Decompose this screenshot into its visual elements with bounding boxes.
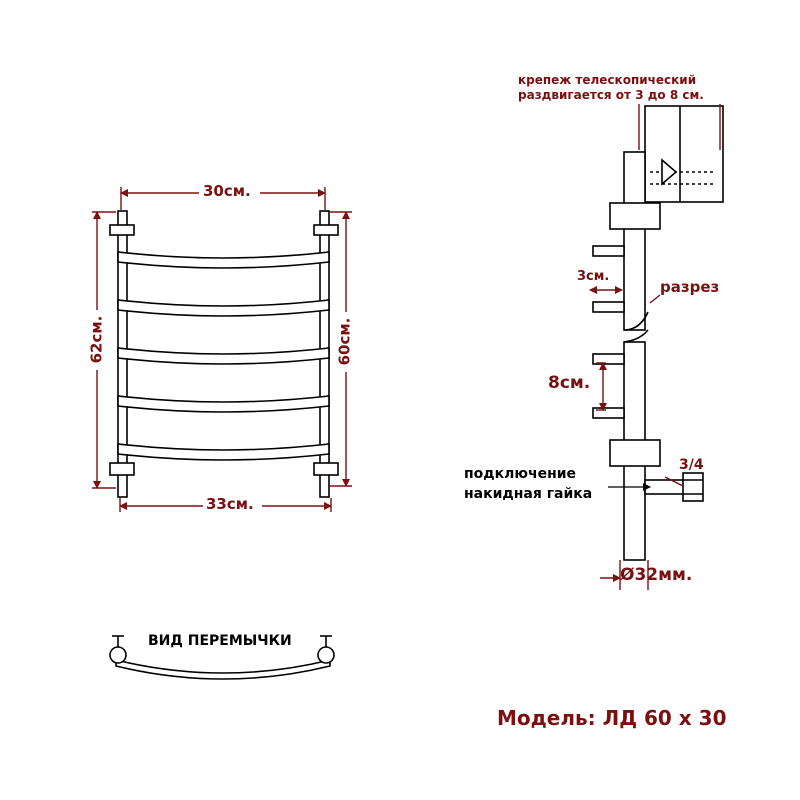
jumper-bar [116,660,330,679]
left-top-fitting [110,225,134,235]
connection-label-line2: накидная гайка [464,486,593,502]
front-view [110,211,338,497]
connection-pipe [645,480,685,494]
model-label: Модель: ЛД 60 x 30 [497,706,727,730]
jumper-left-ring [110,647,126,663]
cut-label: разрез [660,278,720,296]
jumper-right-ring [318,647,334,663]
left-bottom-fitting [110,463,134,475]
spacing-label: 8см. [548,373,591,393]
side-view [593,106,723,560]
diameter-label: Ø32мм. [620,565,693,585]
lower-collar [610,440,660,466]
upper-collar [610,203,660,229]
height-right-label: 60см. [335,317,354,366]
mount-label-line2: раздвигается от 3 до 8 см. [518,88,704,102]
connection-nut [683,473,703,501]
upper-pipe [624,152,645,330]
wall-bracket [645,106,723,202]
thread-label: 3/4 [679,457,704,473]
offset-label: 3см. [577,269,610,284]
width-top-label: 30см. [203,182,251,200]
right-top-fitting [314,225,338,235]
width-bottom-label: 33см. [206,495,254,513]
mount-label-line1: крепеж телескопический [518,73,697,87]
right-bottom-fitting [314,463,338,475]
rungs [118,252,329,460]
jumper-title: ВИД ПЕРЕМЫЧКИ [148,633,292,649]
connection-label-line1: подключение [464,466,577,482]
height-left-label: 62см. [87,315,106,364]
